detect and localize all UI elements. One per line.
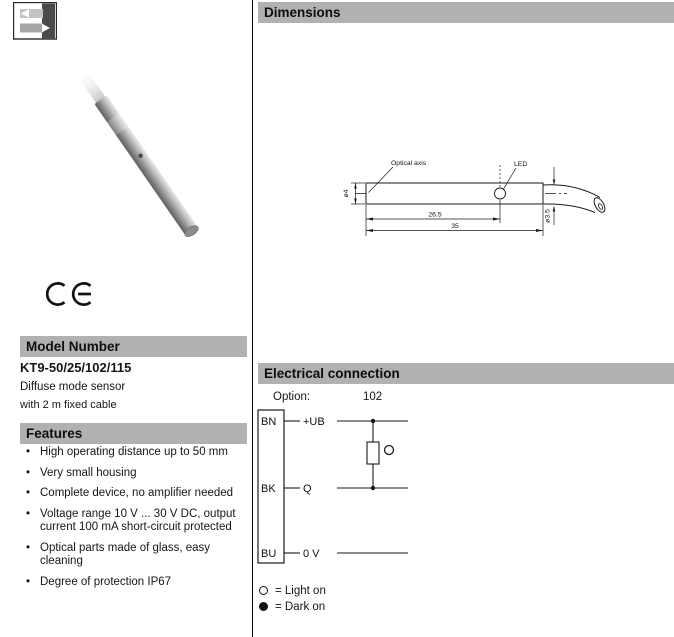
wiring-diagram (255, 406, 420, 579)
dimension-dia3-5 (545, 167, 556, 225)
sensor-body-outline (366, 183, 543, 204)
ce-mark (46, 280, 98, 315)
junction-dot (371, 419, 375, 423)
dimensions-header (258, 2, 674, 23)
dimensions-header-label: Dimensions (264, 5, 341, 20)
column-divider (252, 0, 253, 637)
wire-label-bu: BU (261, 548, 277, 560)
signal-label-0v: 0 V (303, 548, 320, 560)
load-resistor (367, 442, 379, 464)
led-circle (495, 188, 506, 199)
model-number-value: KT9-50/25/102/115 (20, 360, 132, 375)
option-value: 102 (363, 391, 383, 403)
bullet-icon: • (26, 446, 31, 458)
feature-item (20, 576, 248, 590)
wire-label-bn: BN (261, 416, 277, 428)
dimension-35 (366, 205, 543, 236)
feature-text: High operating distance up to 50 mm (40, 446, 228, 458)
dia4-label: ø4 (343, 189, 350, 198)
product-photo (55, 58, 215, 253)
dia3-5-label: ø3.5 (544, 209, 552, 223)
light-on-symbol (385, 446, 394, 455)
model-description-line1: Diffuse mode sensor (20, 381, 126, 393)
feature-text: Optical parts made of glass, easy cleaning (40, 541, 211, 567)
feature-item (20, 446, 248, 460)
option-label: Option: (273, 391, 311, 403)
signal-label-q: Q (303, 483, 312, 495)
model-number-header (20, 336, 247, 357)
output-legend (259, 583, 326, 615)
light-on-icon (259, 586, 268, 595)
legend-row-light (259, 583, 326, 598)
pictogram-target-block (42, 4, 55, 39)
wire-label-bk: BK (261, 483, 276, 495)
len-35-label: 35 (451, 223, 459, 230)
diffuse-sensor-pictogram (13, 2, 57, 45)
legend-text-dark: = Dark on (275, 600, 326, 613)
sensor-housing (94, 95, 197, 235)
optical-axis-label: Optical axis (391, 160, 427, 167)
len-26-5-label: 26.5 (428, 211, 442, 219)
bullet-icon: • (26, 487, 31, 499)
model-description-line2: with 2 m fixed cable (20, 399, 117, 411)
feature-text: Degree of protection IP67 (40, 575, 172, 588)
bullet-icon: • (26, 541, 31, 554)
pictogram-return-beam (20, 24, 43, 33)
ce-letter-c (47, 283, 64, 304)
dimension-drawing (335, 140, 655, 250)
feature-item (20, 542, 248, 569)
bullet-icon: • (26, 466, 31, 479)
feature-text: Complete device, no amplifier needed (40, 487, 234, 499)
electrical-header (258, 363, 674, 384)
electrical-header-label: Electrical connection (264, 366, 400, 381)
dark-on-icon (259, 602, 268, 611)
feature-item (20, 508, 248, 535)
features-header-label: Features (26, 426, 83, 441)
feature-item (20, 487, 248, 501)
junction-dot (371, 486, 375, 490)
features-list (20, 446, 248, 596)
features-header (20, 423, 247, 444)
feature-item (20, 467, 248, 481)
led-label: LED (514, 161, 528, 168)
model-number-header-label: Model Number (26, 339, 120, 354)
signal-label-ub: +UB (303, 416, 325, 428)
cable-outline (543, 185, 607, 214)
legend-row-dark (259, 599, 326, 614)
feature-text: Very small housing (40, 466, 137, 479)
sensor-cylinder (74, 66, 200, 239)
legend-text-light: = Light on (275, 584, 326, 597)
feature-text: Voltage range 10 V ... 30 V DC, output current 100 mA short-circuit protected (40, 507, 236, 533)
bullet-icon: • (26, 507, 31, 520)
bullet-icon: • (26, 575, 31, 588)
